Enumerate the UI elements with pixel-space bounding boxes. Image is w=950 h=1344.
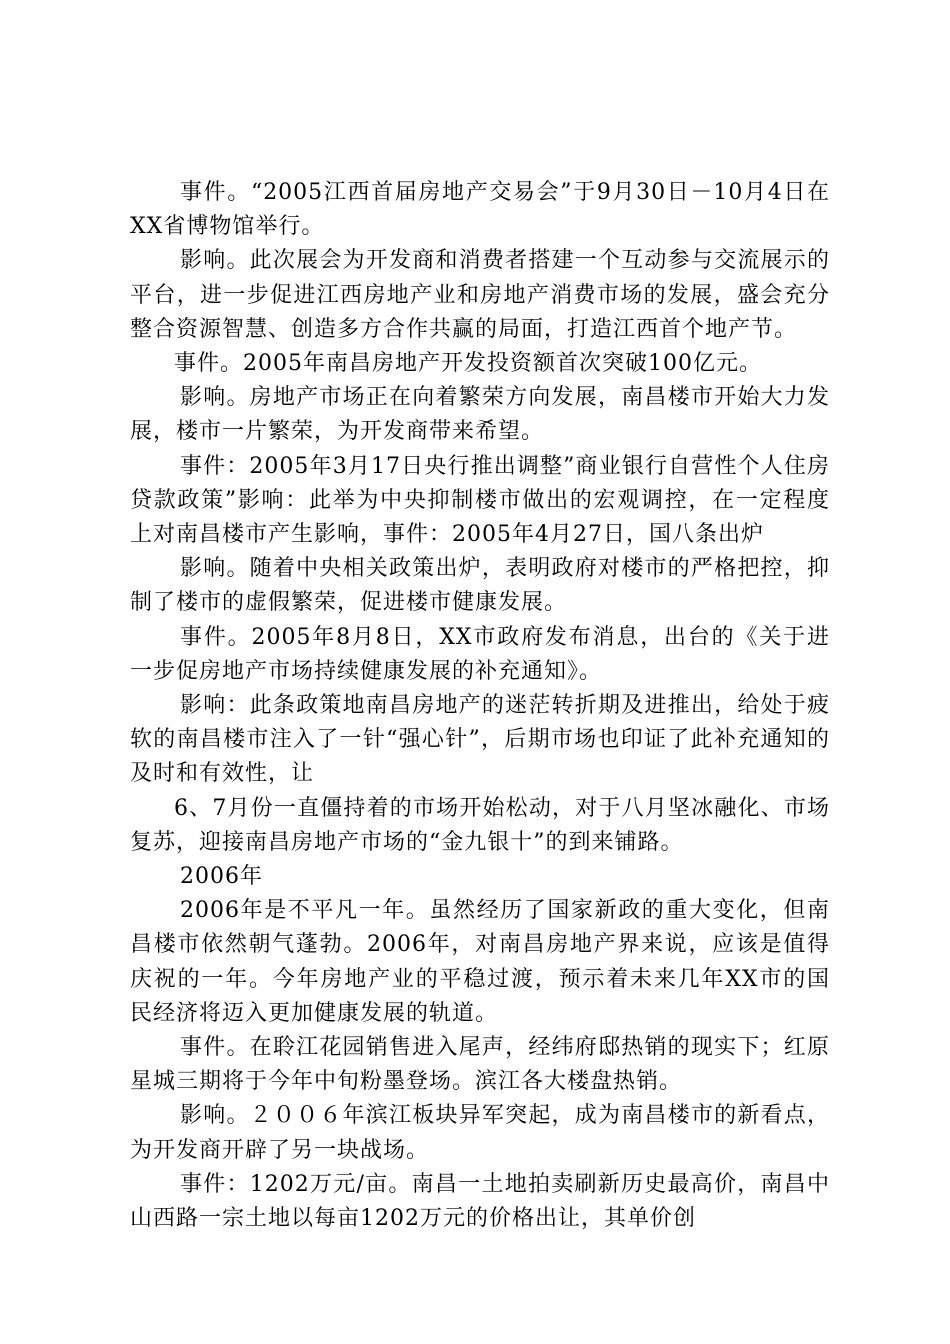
document-body [130, 176, 830, 1236]
paragraph-event-land-price: 事件：1202万元/亩。南昌一土地拍卖刷新历史最高价，南昌中山西路一宗土地以每亩1202万元的价格出让，其单价创 [130, 1171, 830, 1232]
paragraph-market-recovery: 6、7月份一直僵持着的市场开始松动，对于八月坚冰融化、市场复苏，迎接南昌房地产市场的“金九银十”的到来铺路。 [130, 795, 830, 855]
paragraph-2006-overview: 2006年是不平凡一年。虽然经历了国家新政的重大变化，但南昌楼市依然朝气蓬勃。2006年，对南昌房地产界来说，应该是值得庆祝的一年。今年房地产业的平稳过渡，预示着未来几年XX市的国民经济将迈入更加健康发展的轨道。 [130, 898, 830, 1026]
paragraph-event-2005-expo: 事件。“2005江西首届房地产交易会”于9月30日－10月4日在XX省博物馆举行。 [130, 180, 830, 240]
paragraph-impact-expo: 影响。此次展会为开发商和消费者搭建一个互动参与交流展示的平台，进一步促进江西房地产业和房地产消费市场的发展，盛会充分整合资源智慧、创造多方合作共赢的局面，打造江西首个地产节。 [130, 248, 830, 342]
paragraph-event-central-bank: 事件：2005年3月17日央行推出调整”商业银行自营性个人住房贷款政策”影响：此举为中央抑制楼市做出的宏观调控，在一定程度上对南昌楼市产生影响，事件：2005年4月27日，国八条出炉 [130, 453, 830, 548]
paragraph-event-city-notice: 事件。2005年8月8日，XX市政府发布消息，出台的《关于进一步促房地产市场持续健康发展的补充通知》。 [130, 624, 830, 684]
paragraph-impact-policy: 影响。随着中央相关政策出炉，表明政府对楼市的严格把控，抑制了楼市的虚假繁荣，促进楼市健康发展。 [130, 556, 830, 616]
paragraph-event-investment: 事件。2005年南昌房地产开发投资额首次突破100亿元。 [174, 351, 762, 377]
paragraph-impact-city-notice: 影响：此条政策地南昌房地产的迷茫转折期及进推出，给处于疲软的南昌楼市注入了一针“强心针”，后期市场也印证了此补充通知的及时和有效性，让 [130, 693, 830, 787]
paragraph-impact-investment: 影响。房地产市场正在向着繁荣方向发展，南昌楼市开始大力发展，楼市一片繁荣，为开发商带来希望。 [130, 385, 830, 445]
paragraph-impact-binjiang: 影响。２００６年滨江板块异军突起，成为南昌楼市的新看点，为开发商开辟了另一块战场。 [130, 1103, 830, 1163]
paragraph-event-binjiang: 事件。在聆江花园销售进入尾声，经纬府邸热销的现实下；红原星城三期将于今年中旬粉墨登场。滨江各大楼盘热销。 [130, 1035, 830, 1095]
paragraph-year-2006-heading: 2006年 [180, 864, 263, 890]
